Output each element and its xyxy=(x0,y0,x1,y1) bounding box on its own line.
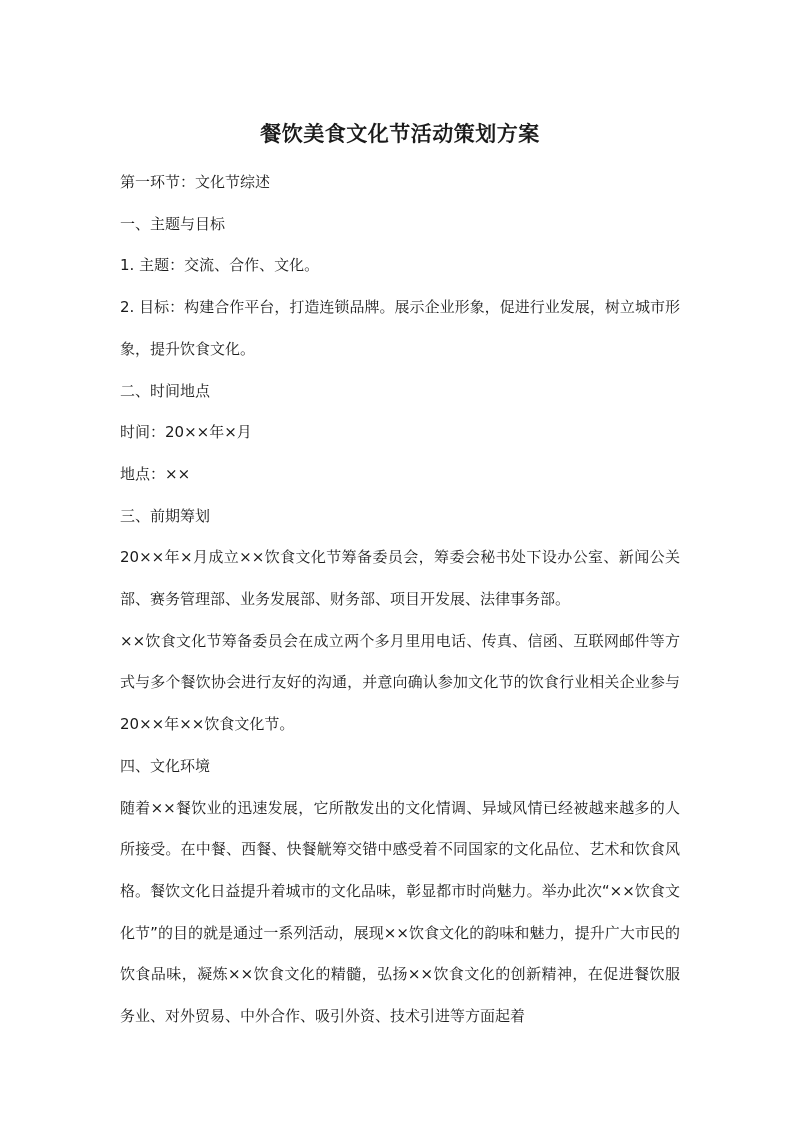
subsection-heading: 三、前期筹划 xyxy=(120,506,211,525)
subsection-heading: 一、主题与目标 xyxy=(120,214,226,233)
paragraph: 随着××餐饮业的迅速发展，它所散发出的文化情调、异域风情已经被越来越多的人所接受。在中餐、西餐、快餐觥筹交错中感受着不同国家的文化品位、艺术和饮食风格。餐饮文化日益提升着城市的文化品味，彰显都市时尚魅力。举办此次“××饮食文化节”的目的就是通过一系列活动，展现××饮食文化的韵味和魅力，提升广大市民的饮食品味，凝炼××饮食文化的精髓，弘扬××饮食文化的创新精神，在促进餐饮服务业、对外贸易、中外合作、吸引外资、技术引进等方面起着 xyxy=(120,798,680,1026)
paragraph: 时间：20××年×月 xyxy=(120,423,252,442)
document-title: 餐饮美食文化节活动策划方案 xyxy=(260,122,540,146)
paragraph: ××饮食文化节筹备委员会在成立两个多月里用电话、传真、信函、互联网邮件等方式与多个餐饮协会进行友好的沟通，并意向确认参加文化节的饮食行业相关企业参与 20××年××饮食文化节。 xyxy=(120,631,680,734)
paragraph: 地点：×× xyxy=(120,464,191,483)
subsection-heading: 四、文化环境 xyxy=(120,756,211,775)
subsection-heading: 二、时间地点 xyxy=(120,381,211,400)
paragraph: 20××年×月成立××饮食文化节筹备委员会，筹委会秘书处下设办公室、新闻公关部、赛务管理部、业务发展部、财务部、项目开发展、法律事务部。 xyxy=(120,548,680,609)
section-heading: 第一环节：文化节综述 xyxy=(120,173,271,191)
paragraph: 2. 目标：构建合作平台，打造连锁品牌。展示企业形象，促进行业发展，树立城市形象，提升饮食文化。 xyxy=(120,298,680,358)
document-body xyxy=(120,162,680,1038)
paragraph: 1. 主题：交流、合作、文化。 xyxy=(120,256,320,275)
